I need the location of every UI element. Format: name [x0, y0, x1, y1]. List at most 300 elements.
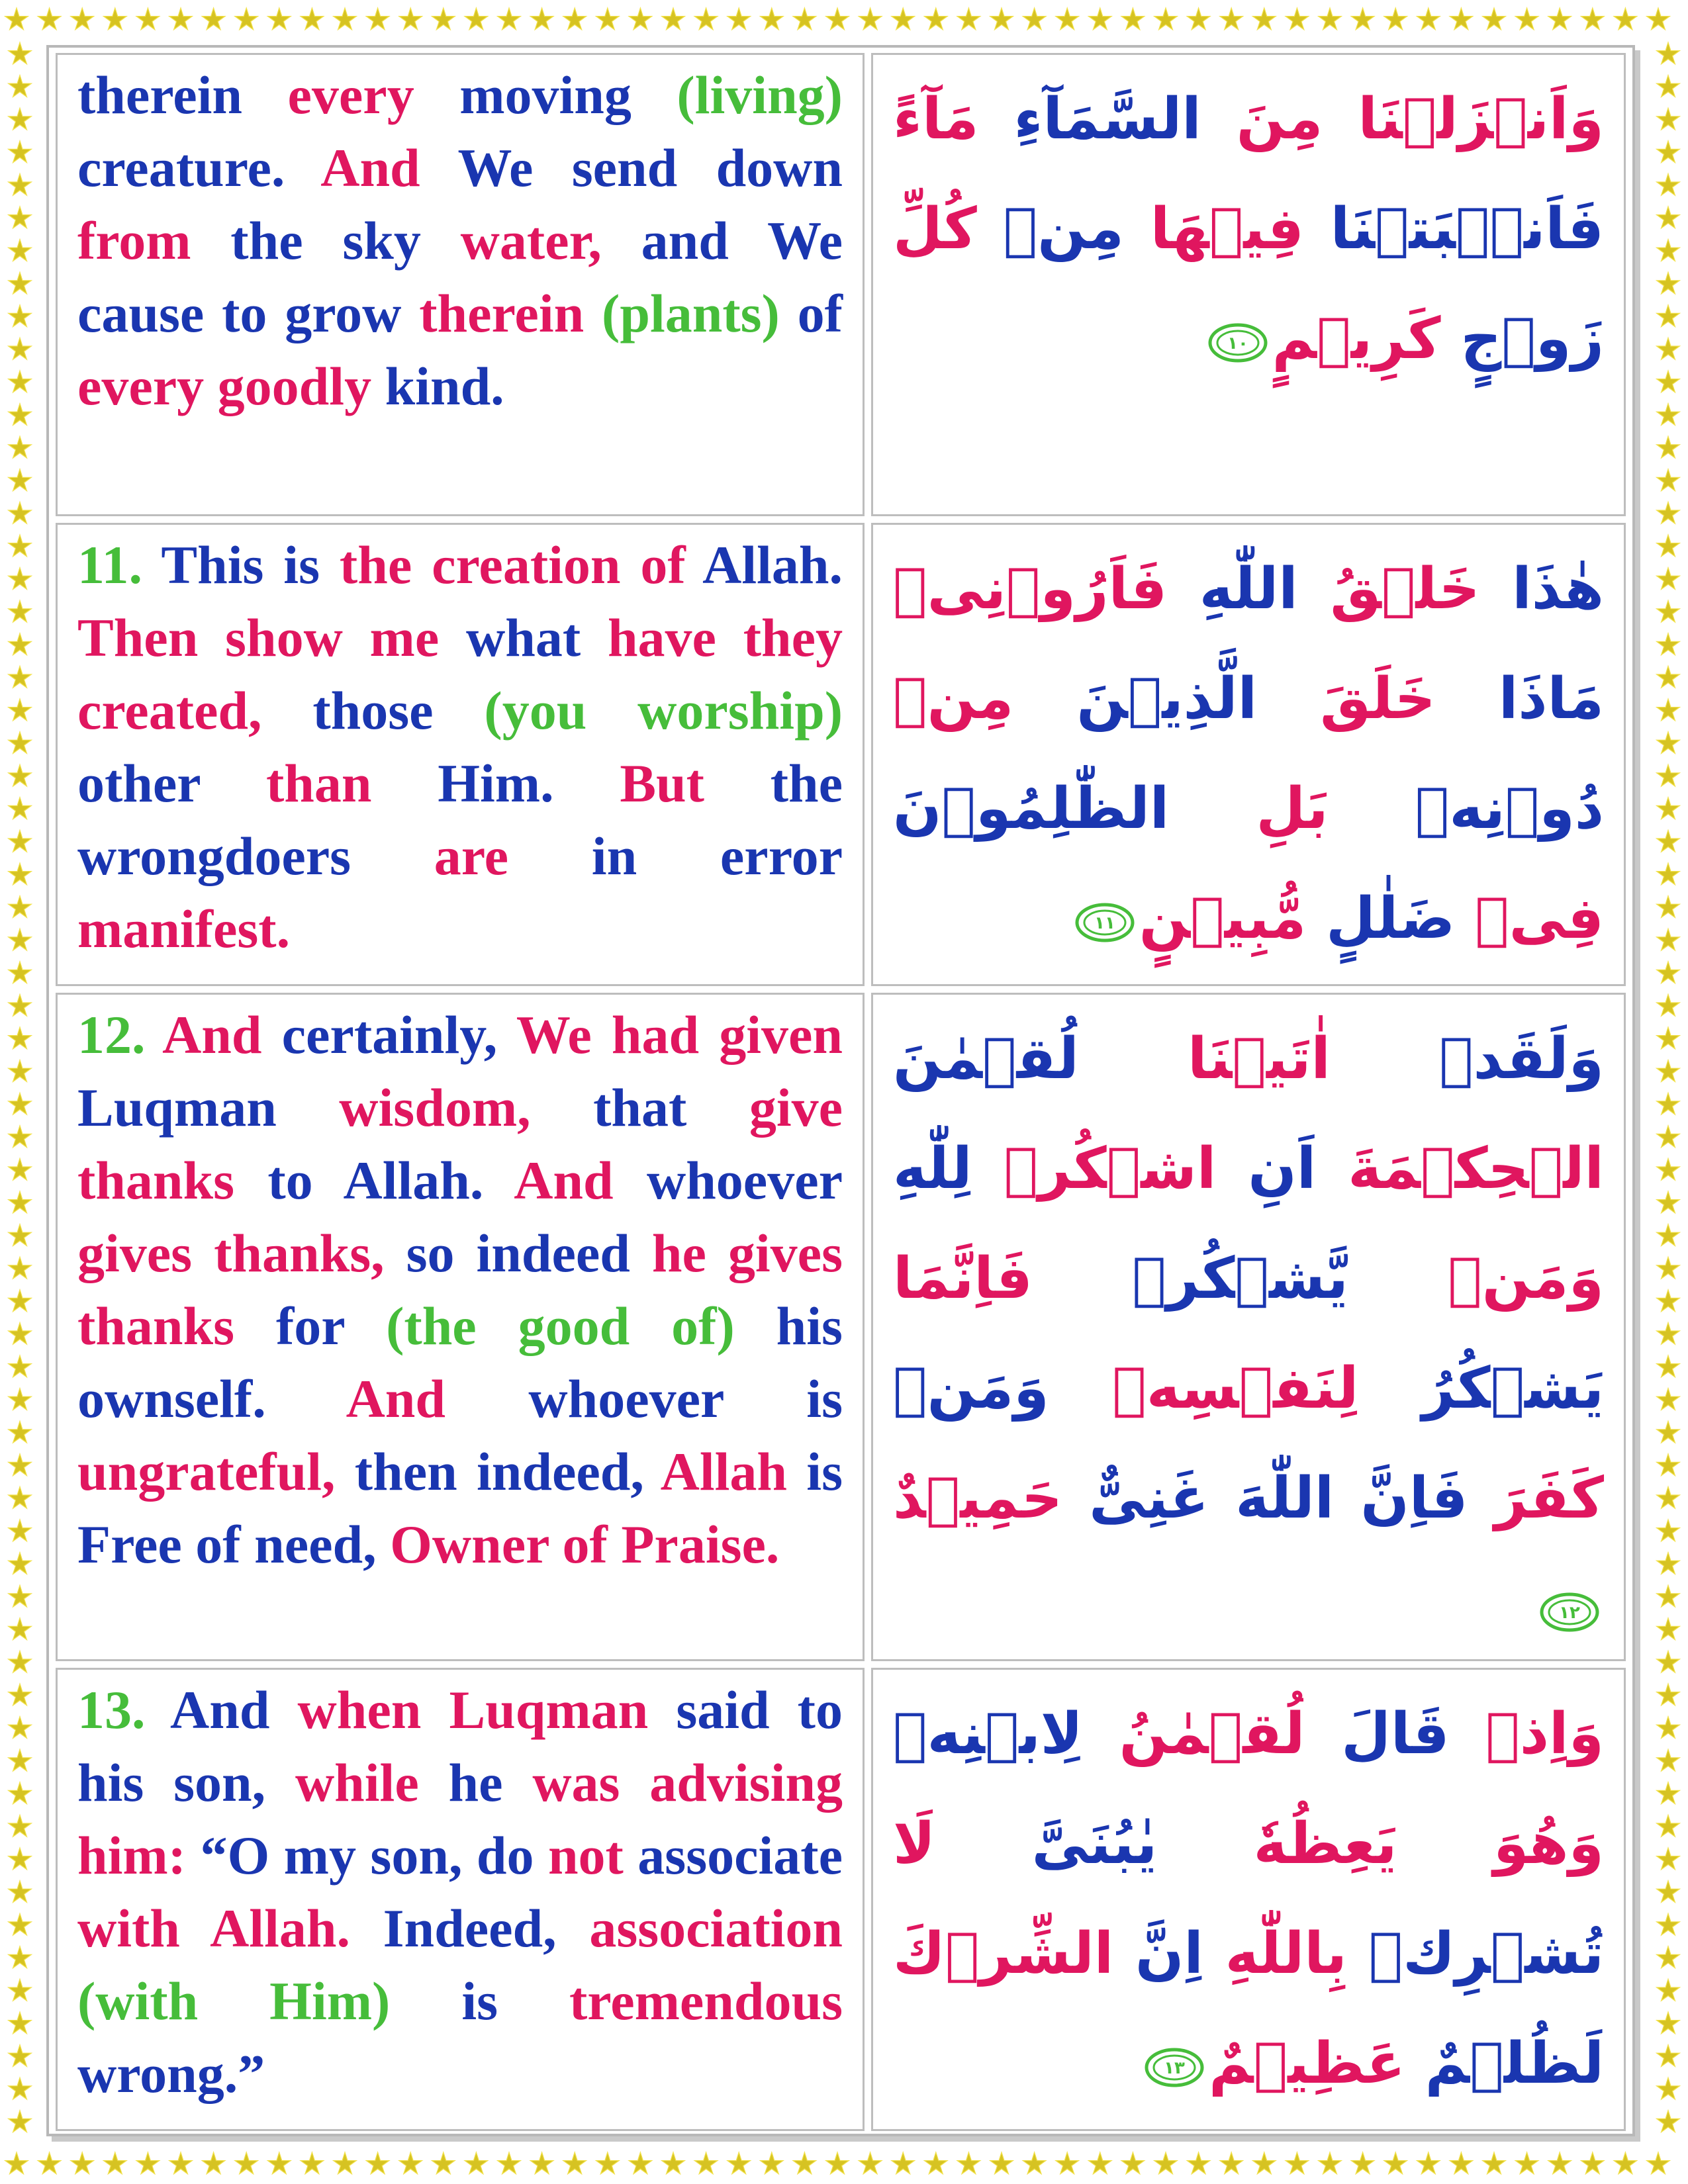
- translation-phrase: We had: [516, 1005, 720, 1065]
- star-icon: [299, 2151, 325, 2177]
- arabic-word: فَاَرُوۡنِىۡ: [893, 556, 1168, 622]
- star-icon: [594, 2151, 621, 2177]
- star-icon: [7, 2044, 33, 2070]
- star-icon: [529, 7, 555, 33]
- star-icon: [1655, 1026, 1681, 1052]
- star-icon: [7, 1846, 33, 1873]
- star-icon: [627, 7, 653, 33]
- star-icon: [1655, 1715, 1681, 1742]
- translation-phrase: is: [806, 1369, 843, 1429]
- translation-phrase: to his son,: [77, 1680, 843, 1813]
- arabic-word: غَنِىٌّ: [1062, 1465, 1209, 1531]
- star-icon: [102, 7, 128, 33]
- arabic-word: ضَلٰلٍ: [1306, 886, 1456, 952]
- translation-phrase: And: [170, 1680, 298, 1740]
- star-icon: [7, 1617, 33, 1643]
- translation-phrase: of: [797, 283, 843, 343]
- star-icon: [1546, 7, 1573, 33]
- arabic-word: هٰذَا: [1479, 556, 1604, 622]
- english-translation: [77, 59, 843, 423]
- star-icon: [923, 2151, 949, 2177]
- star-icon: [1415, 7, 1442, 33]
- star-icon: [7, 632, 33, 659]
- arabic-word: حَمِيۡدٌ: [893, 1465, 1063, 1531]
- star-icon: [7, 862, 33, 888]
- star-icon: [1655, 41, 1681, 68]
- star-icon: [266, 7, 293, 33]
- star-border-top: [0, 0, 1688, 40]
- star-icon: [660, 7, 686, 33]
- ayah-number: ١٢: [1559, 1602, 1580, 1623]
- star-icon: [332, 7, 358, 33]
- arabic-word: مِنَ: [1201, 86, 1323, 152]
- translation-phrase: Allah: [660, 1441, 807, 1502]
- star-icon: [7, 402, 33, 429]
- star-icon: [1579, 2151, 1606, 2177]
- star-icon: [1655, 1485, 1681, 1512]
- arabic-text-cell: [871, 53, 1626, 516]
- star-icon: [7, 1748, 33, 1774]
- star-icon: [7, 2011, 33, 2037]
- star-icon: [1655, 1781, 1681, 1807]
- star-icon: [3, 2151, 30, 2177]
- star-icon: [7, 500, 33, 527]
- translation-phrase: every goodly: [77, 356, 385, 416]
- translation-phrase: advising him:: [77, 1752, 843, 1886]
- translation-phrase: creature.: [77, 138, 321, 198]
- star-icon: [167, 2151, 194, 2177]
- star-icon: [1119, 2151, 1146, 2177]
- star-icon: [1655, 1420, 1681, 1446]
- arabic-word: السَّمَآءِ: [978, 86, 1201, 152]
- arabic-word: وَاَنۡزَلۡنَا: [1323, 86, 1604, 152]
- star-icon: [1415, 2151, 1442, 2177]
- star-icon: [1655, 140, 1681, 166]
- star-icon: [7, 895, 33, 921]
- star-icon: [7, 74, 33, 101]
- star-icon: [299, 7, 325, 33]
- arabic-word: لُقۡمٰنَ: [893, 1026, 1079, 1092]
- translation-phrase: (with: [77, 1971, 270, 2031]
- translation-phrase: is Free of: [77, 1441, 843, 1574]
- star-icon: [7, 1781, 33, 1807]
- star-icon: [1655, 1223, 1681, 1250]
- translation-phrase: 11.: [77, 535, 162, 595]
- arabic-word: لِنَفۡسِهٖ: [1049, 1355, 1359, 1422]
- translation-phrase: and We cause to: [77, 210, 843, 343]
- arabic-word: لِلّٰهِ: [893, 1136, 972, 1202]
- star-icon: [7, 205, 33, 232]
- translation-phrase: not: [547, 1825, 638, 1886]
- star-icon: [463, 2151, 489, 2177]
- star-icon: [7, 1255, 33, 1282]
- star-icon: [1655, 567, 1681, 593]
- translation-phrase: that: [593, 1077, 749, 1138]
- english-translation-cell: [56, 523, 865, 986]
- english-translation-cell: [56, 1668, 865, 2131]
- star-icon: [7, 1420, 33, 1446]
- star-icon: [7, 1124, 33, 1151]
- star-icon: [1655, 1945, 1681, 1972]
- star-icon: [1655, 1124, 1681, 1151]
- star-icon: [36, 2151, 63, 2177]
- star-icon: [1655, 829, 1681, 855]
- verse-row-11: [56, 523, 1626, 986]
- translation-phrase: therein: [419, 283, 602, 343]
- star-icon: [1655, 1059, 1681, 1085]
- star-icon: [1612, 7, 1638, 33]
- star-icon: [1655, 796, 1681, 823]
- star-icon: [1655, 1321, 1681, 1347]
- ayah-number: ١١: [1094, 913, 1115, 933]
- star-icon: [1655, 435, 1681, 461]
- arabic-word: لِابۡنِهٖ: [893, 1701, 1083, 1767]
- star-icon: [1579, 7, 1606, 33]
- star-icon: [1655, 172, 1681, 199]
- translation-phrase: Him): [269, 1971, 462, 2031]
- page-frame: [46, 45, 1635, 2136]
- star-icon: [7, 829, 33, 855]
- star-icon: [791, 2151, 818, 2177]
- star-icon: [660, 2151, 686, 2177]
- translation-phrase: said: [676, 1680, 798, 1740]
- translation-phrase: every: [287, 65, 460, 125]
- arabic-word: فِيۡهَا: [1123, 196, 1304, 262]
- star-icon: [167, 7, 194, 33]
- star-icon: [365, 7, 391, 33]
- star-icon: [1655, 1289, 1681, 1315]
- star-icon: [1655, 927, 1681, 954]
- star-icon: [1655, 731, 1681, 757]
- star-icon: [1382, 7, 1409, 33]
- star-icon: [1655, 1584, 1681, 1610]
- arabic-word: فَاِنَّمَا: [893, 1246, 1033, 1312]
- star-icon: [7, 763, 33, 790]
- arabic-word: خَلَقَ: [1257, 666, 1436, 732]
- star-icon: [857, 2151, 884, 2177]
- star-icon: [1655, 1255, 1681, 1282]
- translation-phrase: send down: [571, 138, 843, 198]
- star-icon: [1655, 763, 1681, 790]
- translation-phrase: indeed: [476, 1223, 652, 1283]
- star-icon: [1612, 2151, 1638, 2177]
- star-icon: [7, 1026, 33, 1052]
- arabic-word: اِنَّ: [1113, 1921, 1203, 1987]
- verse-row-10: [56, 53, 1626, 516]
- translation-phrase: the sky: [230, 210, 461, 271]
- arabic-word: الشِّرۡكَ: [893, 1921, 1114, 1987]
- translation-phrase: 13.: [77, 1680, 171, 1740]
- star-icon: [7, 1880, 33, 1906]
- star-icon: [1218, 2151, 1244, 2177]
- arabic-word: الۡحِكۡمَةَ: [1316, 1136, 1605, 1202]
- star-icon: [201, 7, 227, 33]
- arabic-word: زَوۡجٍ: [1440, 306, 1604, 372]
- translation-phrase: are: [434, 826, 592, 886]
- star-icon: [7, 1321, 33, 1347]
- translation-phrase: Luqman: [449, 1680, 677, 1740]
- translation-phrase: give thanks: [77, 1077, 843, 1210]
- star-icon: [332, 2151, 358, 2177]
- star-icon: [69, 7, 95, 33]
- arabic-word: لُقۡمٰنُ: [1082, 1701, 1305, 1767]
- arabic-word: لَا: [893, 1811, 936, 1877]
- star-icon: [1317, 2151, 1343, 2177]
- star-icon: [1655, 1091, 1681, 1118]
- arabic-verse: [893, 1004, 1604, 1663]
- translation-phrase: the creation of: [339, 535, 703, 595]
- arabic-word: فَاَنۡۢبَتۡنَا: [1303, 196, 1604, 262]
- arabic-word: اللّٰهَ: [1209, 1465, 1335, 1531]
- star-icon: [7, 140, 33, 166]
- star-icon: [233, 2151, 259, 2177]
- star-icon: [7, 2109, 33, 2136]
- star-icon: [365, 2151, 391, 2177]
- star-icon: [693, 2151, 720, 2177]
- star-icon: [561, 2151, 588, 2177]
- arabic-word: يَّشۡكُرۡ: [1032, 1246, 1348, 1312]
- star-icon: [955, 2151, 982, 2177]
- star-icon: [1152, 7, 1179, 33]
- star-icon: [824, 2151, 851, 2177]
- translation-phrase: (you worship): [484, 680, 843, 741]
- star-icon: [7, 1715, 33, 1742]
- translation-phrase: We: [457, 138, 572, 198]
- star-icon: [7, 1387, 33, 1414]
- star-icon: [561, 7, 588, 33]
- star-icon: [1284, 2151, 1310, 2177]
- star-icon: [1481, 2151, 1507, 2177]
- star-icon: [7, 1091, 33, 1118]
- star-icon: [1645, 7, 1671, 33]
- arabic-word: بِاللّٰهِ: [1203, 1921, 1347, 1987]
- translation-phrase: his ownself.: [77, 1296, 843, 1429]
- star-icon: [7, 1649, 33, 1676]
- star-icon: [463, 7, 489, 33]
- translation-phrase: so: [406, 1223, 477, 1283]
- star-icon: [988, 7, 1015, 33]
- arabic-word: مَاذَا: [1435, 666, 1604, 732]
- star-icon: [1514, 7, 1540, 33]
- star-icon: [1087, 7, 1113, 33]
- translation-phrase: kind.: [385, 356, 504, 416]
- star-icon: [1655, 1617, 1681, 1643]
- star-icon: [1655, 107, 1681, 133]
- ayah-end-marker-icon: [1207, 322, 1268, 363]
- arabic-word: الَّذِيۡنَ: [1013, 666, 1258, 732]
- star-icon: [201, 2151, 227, 2177]
- translation-phrase: And: [162, 1005, 282, 1065]
- star-icon: [233, 7, 259, 33]
- star-icon: [1655, 664, 1681, 691]
- star-icon: [7, 172, 33, 199]
- arabic-word: وَلَقَدۡ: [1330, 1026, 1605, 1092]
- star-icon: [7, 2076, 33, 2103]
- star-icon: [7, 1223, 33, 1250]
- star-icon: [7, 664, 33, 691]
- star-icon: [1655, 1387, 1681, 1414]
- arabic-word: مُّبِيۡنٍ: [1139, 886, 1307, 952]
- arabic-verse: [893, 1679, 1604, 2118]
- arabic-word: مِنۡ: [976, 196, 1124, 262]
- star-icon: [1655, 238, 1681, 265]
- translation-phrase: water,: [460, 210, 641, 271]
- translation-phrase: association: [589, 1898, 843, 1958]
- star-icon: [1655, 1551, 1681, 1578]
- translation-phrase: “O my son, do: [200, 1825, 548, 1886]
- star-icon: [7, 238, 33, 265]
- arabic-word: بَلِ: [1169, 776, 1329, 842]
- star-icon: [1655, 2109, 1681, 2136]
- star-icon: [496, 7, 522, 33]
- arabic-word: يَشۡكُرُ: [1358, 1355, 1604, 1422]
- star-icon: [1655, 1354, 1681, 1381]
- translation-phrase: Indeed,: [383, 1898, 590, 1958]
- translation-phrase: for: [275, 1296, 387, 1356]
- translation-phrase: he: [448, 1752, 533, 1813]
- star-icon: [3, 7, 30, 33]
- ayah-end-marker-icon: [1539, 1592, 1600, 1633]
- english-translation-cell: [56, 53, 865, 516]
- star-icon: [955, 7, 982, 33]
- translation-phrase: grow: [285, 283, 420, 343]
- star-icon: [7, 599, 33, 625]
- translation-phrase: those: [312, 680, 485, 741]
- star-icon: [1448, 2151, 1474, 2177]
- star-icon: [890, 7, 916, 33]
- translation-phrase: And: [346, 1369, 529, 1429]
- star-icon: [594, 7, 621, 33]
- translation-phrase: have they created,: [77, 608, 843, 741]
- translation-phrase: gives thanks,: [77, 1223, 406, 1283]
- translation-phrase: than: [265, 753, 438, 813]
- star-icon: [7, 336, 33, 363]
- ayah-end-marker-icon: [1144, 2047, 1205, 2088]
- arabic-word: اشۡكُرۡ: [972, 1136, 1217, 1202]
- star-icon: [7, 304, 33, 330]
- translation-phrase: Then show me: [77, 608, 467, 668]
- star-icon: [1655, 599, 1681, 625]
- star-icon: [430, 2151, 457, 2177]
- translation-phrase: to Allah.: [267, 1150, 514, 1210]
- translation-phrase: need,: [254, 1514, 391, 1574]
- star-icon: [1655, 468, 1681, 494]
- arabic-word: فَاِنَّ: [1334, 1465, 1468, 1531]
- star-icon: [1655, 2076, 1681, 2103]
- star-icon: [1655, 1157, 1681, 1183]
- translation-phrase: Luqman: [77, 1077, 340, 1138]
- star-icon: [7, 1584, 33, 1610]
- star-icon: [7, 533, 33, 560]
- star-icon: [7, 1190, 33, 1216]
- star-icon: [1152, 2151, 1179, 2177]
- translation-phrase: was: [532, 1752, 650, 1813]
- translation-phrase: This is: [161, 535, 340, 595]
- translation-phrase: with: [77, 1898, 211, 1958]
- star-icon: [1350, 2151, 1376, 2177]
- translation-phrase: (plants): [602, 283, 798, 343]
- translation-phrase: Allah.: [702, 535, 843, 595]
- star-icon: [1448, 7, 1474, 33]
- star-icon: [1655, 632, 1681, 659]
- star-icon: [7, 1945, 33, 1972]
- star-icon: [7, 927, 33, 954]
- translation-phrase: when: [297, 1680, 449, 1740]
- arabic-text-cell: [871, 993, 1626, 1661]
- star-icon: [1655, 1813, 1681, 1840]
- star-icon: [1251, 7, 1278, 33]
- star-icon: [1645, 2151, 1671, 2177]
- english-translation: [77, 529, 843, 966]
- star-icon: [1481, 7, 1507, 33]
- arabic-word: قَالَ: [1305, 1701, 1450, 1767]
- star-icon: [1655, 1912, 1681, 1938]
- translation-phrase: while: [295, 1752, 449, 1813]
- arabic-word: مِنۡ: [893, 666, 1014, 732]
- translation-phrase: ungrateful,: [77, 1441, 355, 1502]
- star-icon: [397, 7, 424, 33]
- star-icon: [430, 7, 457, 33]
- star-icon: [134, 2151, 161, 2177]
- star-icon: [102, 2151, 128, 2177]
- star-icon: [7, 1813, 33, 1840]
- translation-phrase: wisdom,: [339, 1077, 594, 1138]
- star-icon: [7, 1059, 33, 1085]
- star-icon: [7, 567, 33, 593]
- translation-phrase: tremendous: [569, 1971, 843, 2031]
- star-icon: [1655, 2044, 1681, 2070]
- star-icon: [529, 2151, 555, 2177]
- arabic-text-cell: [871, 523, 1626, 986]
- star-icon: [1119, 7, 1146, 33]
- star-icon: [693, 7, 720, 33]
- arabic-text-cell: [871, 1668, 1626, 2131]
- star-icon: [7, 435, 33, 461]
- star-icon: [7, 107, 33, 133]
- arabic-word: وَاِذۡ: [1449, 1701, 1604, 1767]
- translation-phrase: associate: [637, 1825, 843, 1886]
- translation-phrase: whoever: [528, 1369, 807, 1429]
- arabic-word: وَهُوَ: [1397, 1811, 1604, 1877]
- star-icon: [1350, 7, 1376, 33]
- star-icon: [7, 41, 33, 68]
- english-translation-cell: [56, 993, 865, 1661]
- star-icon: [1655, 1453, 1681, 1479]
- star-icon: [627, 2151, 653, 2177]
- star-icon: [1655, 698, 1681, 724]
- star-icon: [759, 2151, 785, 2177]
- star-icon: [1655, 369, 1681, 396]
- star-icon: [7, 698, 33, 724]
- translation-phrase: what: [466, 608, 608, 668]
- star-icon: [1218, 7, 1244, 33]
- star-icon: [7, 271, 33, 297]
- ayah-number: ١٣: [1164, 2058, 1186, 2078]
- translation-phrase: other: [77, 753, 266, 813]
- star-icon: [7, 731, 33, 757]
- verse-row-12: [56, 993, 1626, 1661]
- star-icon: [726, 7, 752, 33]
- star-icon: [7, 993, 33, 1019]
- star-border-bottom: [0, 2144, 1688, 2184]
- verse-row-13: [56, 1668, 1626, 2131]
- star-icon: [7, 1551, 33, 1578]
- arabic-word: كَفَرَ: [1468, 1465, 1604, 1531]
- translation-phrase: the wrongdoers: [77, 753, 843, 886]
- english-translation: [77, 1674, 843, 2111]
- star-icon: [7, 1453, 33, 1479]
- arabic-word: فِىۡ: [1455, 886, 1604, 952]
